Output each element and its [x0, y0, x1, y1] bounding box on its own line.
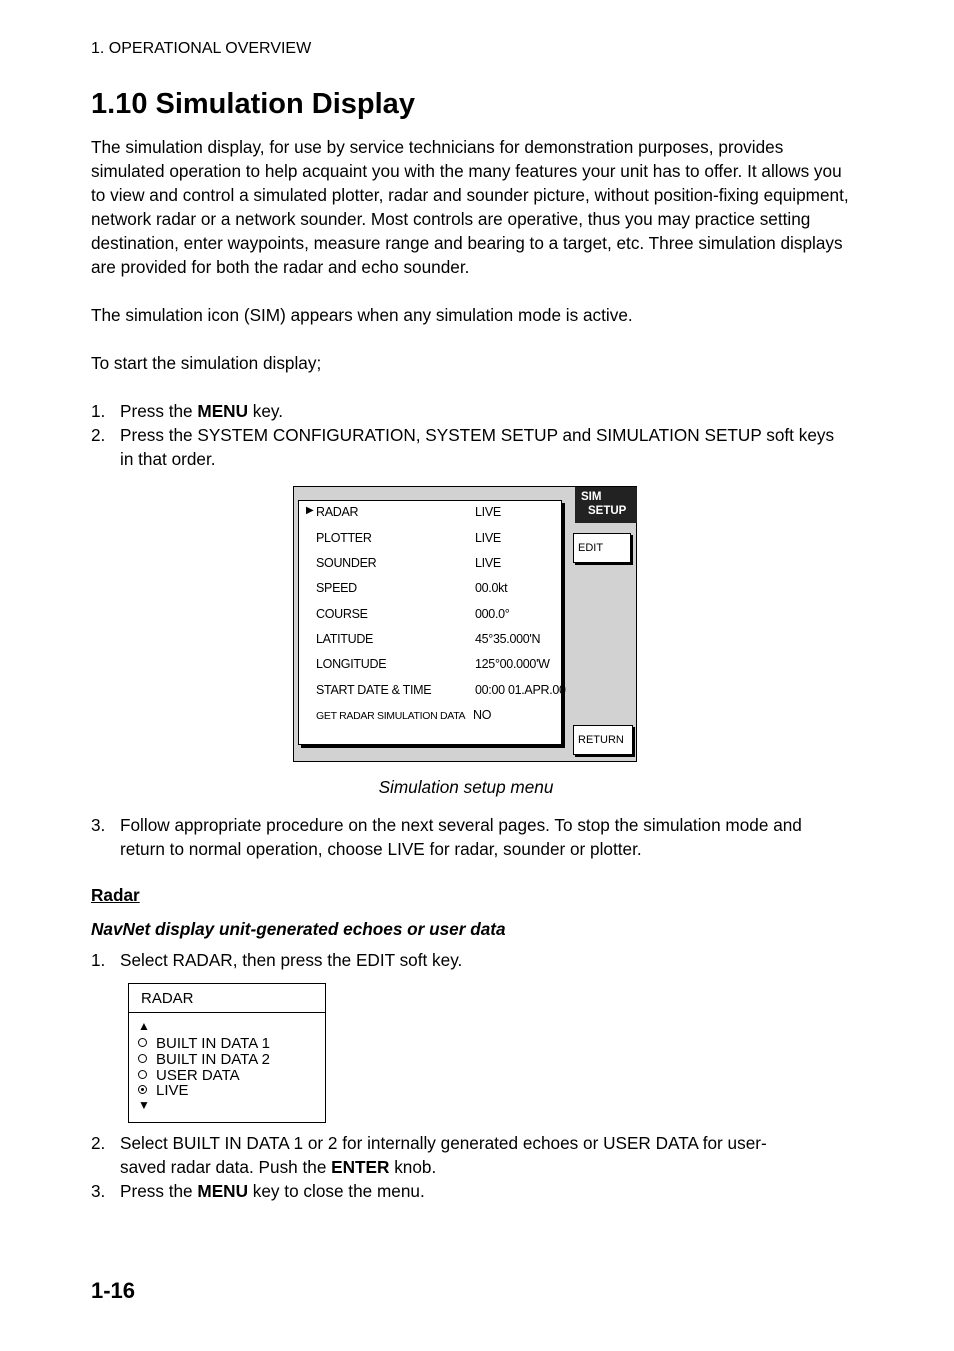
sim-icon-paragraph: The simulation icon (SIM) appears when any simulation mode is active.	[91, 305, 633, 325]
radar-option-built-in-1[interactable]: BUILT IN DATA 1	[138, 1036, 270, 1052]
softkey-title-sim-setup: SIM SETUP	[575, 487, 637, 523]
radar-option-user-data[interactable]: USER DATA	[138, 1068, 240, 1084]
radar-option-built-in-2[interactable]: BUILT IN DATA 2	[138, 1052, 270, 1068]
step-number: 2.	[91, 1133, 106, 1153]
step-number: 3.	[91, 1181, 106, 1201]
start-paragraph: To start the simulation display;	[91, 353, 322, 373]
step-number: 2.	[91, 425, 106, 445]
section-heading: 1.10 Simulation Display	[91, 88, 415, 120]
radio-icon	[138, 1070, 147, 1079]
step-number: 1.	[91, 401, 106, 421]
radar-heading: Radar	[91, 885, 140, 905]
figure-caption: Simulation setup menu	[378, 777, 554, 797]
divider	[129, 1012, 325, 1013]
step-number: 3.	[91, 815, 106, 835]
scroll-down-icon[interactable]: ▼	[138, 1098, 150, 1112]
intro-paragraph: The simulation display, for use by service technicians for demonstration purposes, provides simulated operation to help acquaint you with the many features your unit has to offer. It allows you to view and control a simulated plotter, radar and sounder picture, without position-fixing equipment, network radar or a network sounder. Most controls are operative, thus you may practice setting destination, enter waypoints, measure range and bearing to a target, etc. Three simulation displays are provided for both the radar and echo sounder.	[91, 137, 849, 277]
radar-window-title: RADAR	[141, 990, 194, 1007]
page-number: 1-16	[91, 1278, 136, 1303]
radar-step-3: Press the MENU key to close the menu.	[120, 1181, 425, 1201]
step-2: Press the SYSTEM CONFIGURATION, SYSTEM SETUP and SIMULATION SETUP soft keys in that order.	[120, 425, 835, 469]
radio-icon	[138, 1054, 147, 1063]
radio-icon	[138, 1038, 147, 1047]
radar-step-1: Select RADAR, then press the EDIT soft key.	[120, 950, 463, 970]
edit-softkey[interactable]: EDIT	[573, 533, 631, 563]
simulation-setup-screen	[293, 486, 637, 762]
radar-option-live[interactable]: LIVE	[138, 1083, 189, 1099]
radio-selected-icon	[138, 1085, 147, 1094]
running-head: 1. OPERATIONAL OVERVIEW	[91, 40, 312, 57]
step-1: Press the MENU key.	[120, 401, 284, 421]
step-3: Follow appropriate procedure on the next several pages. To stop the simulation mode and return to normal operation, choose LIVE for radar, sounder or plotter.	[120, 815, 802, 859]
radar-subheading: NavNet display unit-generated echoes or user data	[91, 919, 506, 939]
scroll-up-icon[interactable]: ▲	[138, 1019, 150, 1033]
simulation-setup-menu: ▶ RADAR LIVE PLOTTER LIVE SOUNDER LIVE SPEED 00.0kt COURSE 000.0° LATITUDE 45°35.000'N LONGITUDE 125°00.000'W START DATE & TIME 00:00 01.APR.00 GET RADAR SIMULATION DATA NO	[298, 500, 562, 745]
return-softkey[interactable]: RETURN	[573, 725, 633, 755]
step-number: 1.	[91, 950, 106, 970]
radar-options-window	[128, 983, 326, 1123]
radar-step-2: Select BUILT IN DATA 1 or 2 for internally generated echoes or USER DATA for user-saved radar data. Push the ENTER knob.	[120, 1133, 767, 1177]
cursor-arrow-icon: ▶	[306, 505, 314, 516]
